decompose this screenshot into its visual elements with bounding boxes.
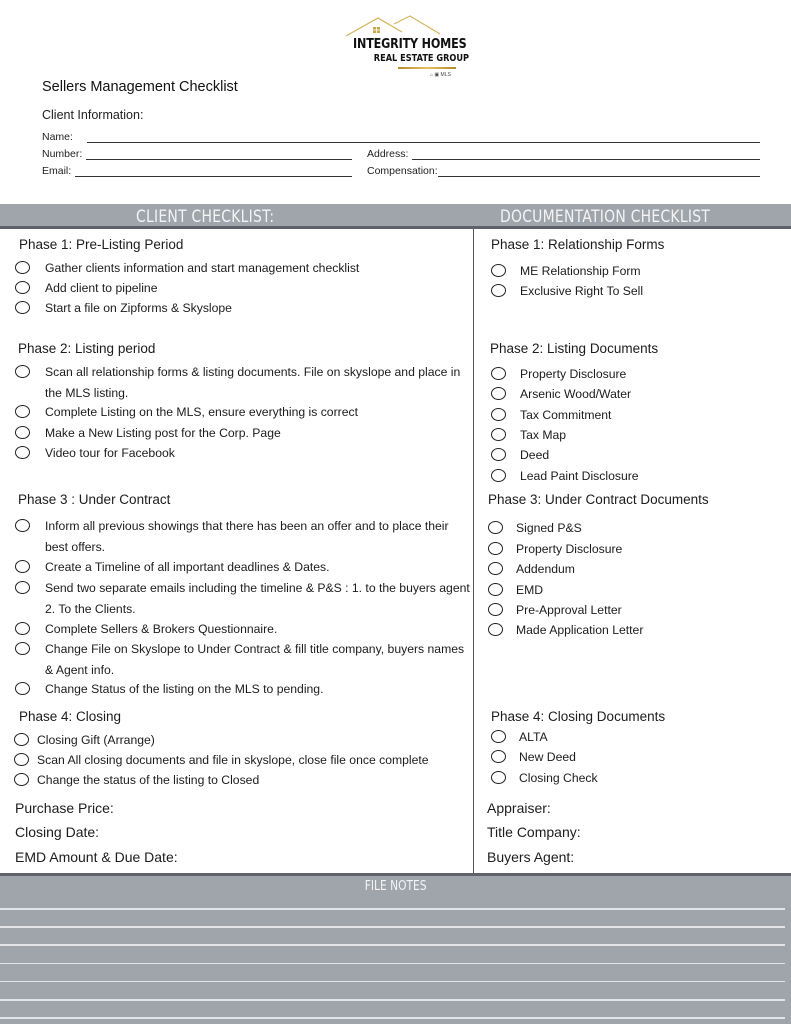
radio-checkbox[interactable] (15, 560, 30, 573)
checklist-item[interactable] (491, 727, 788, 748)
radio-checkbox[interactable] (15, 261, 30, 274)
checklist-item-label: Start a file on Zipforms & Skyslope (45, 301, 232, 315)
radio-checkbox[interactable] (491, 284, 506, 297)
checklist-item[interactable] (14, 770, 472, 791)
checklist-item-label: ME Relationship Form (520, 264, 641, 278)
checklist-item-label: Property Disclosure (520, 367, 627, 381)
documentation-checklist-heading: DOCUMENTATION CHECKLIST (500, 207, 711, 227)
note-line[interactable] (0, 963, 785, 965)
checklist-item[interactable] (488, 559, 788, 580)
radio-checkbox[interactable] (14, 773, 29, 786)
radio-checkbox[interactable] (488, 562, 503, 575)
checklist-item-label: Video tour for Facebook (45, 446, 175, 460)
email-label: Email: (42, 165, 72, 177)
checklist-item-label: Closing Check (519, 771, 598, 785)
radio-checkbox[interactable] (491, 469, 506, 482)
summary-field-label[interactable]: EMD Amount & Due Date: (15, 849, 178, 865)
checklist-item[interactable] (14, 730, 472, 751)
checklist-item[interactable] (15, 278, 472, 299)
radio-checkbox[interactable] (491, 750, 506, 763)
checklist-item-label: Tax Commitment (520, 408, 612, 422)
column-divider (473, 229, 474, 874)
email-line[interactable] (75, 167, 352, 177)
phase-heading: Phase 2: Listing period (18, 341, 156, 356)
checklist-item[interactable] (488, 518, 788, 539)
phase-heading: Phase 3: Under Contract Documents (488, 492, 709, 507)
summary-field-label[interactable]: Closing Date: (15, 824, 100, 840)
checklist-item-label: EMD (516, 583, 544, 597)
checklist-item[interactable] (488, 580, 788, 601)
checklist-item[interactable] (15, 578, 472, 619)
compensation-line[interactable] (438, 167, 760, 177)
radio-checkbox[interactable] (488, 521, 503, 534)
radio-checkbox[interactable] (488, 583, 503, 596)
phase-heading: Phase 1: Pre-Listing Period (19, 237, 184, 252)
radio-checkbox[interactable] (15, 581, 30, 594)
summary-field-label[interactable]: Purchase Price: (15, 800, 114, 816)
radio-checkbox[interactable] (15, 301, 30, 314)
checklist-header-bar (0, 204, 791, 229)
radio-checkbox[interactable] (491, 367, 506, 380)
radio-checkbox[interactable] (15, 682, 30, 695)
name-line[interactable] (87, 133, 760, 143)
equal-housing-mls-icons: ⌂ ▣ MLS (430, 72, 451, 78)
note-line[interactable] (0, 999, 785, 1001)
radio-checkbox[interactable] (491, 408, 506, 421)
company-logo (340, 14, 470, 84)
radio-checkbox[interactable] (491, 730, 506, 743)
compensation-label: Compensation: (367, 165, 438, 177)
checklist-item-label: Scan all relationship forms & listing documents. File on skyslope and place in the MLS listing. (45, 365, 461, 400)
checklist-item-label: Made Application Letter (516, 623, 644, 637)
checklist-item[interactable] (491, 281, 788, 302)
compensation-field[interactable] (367, 165, 760, 177)
checklist-item-label: Closing Gift (Arrange) (37, 733, 155, 747)
checklist-item[interactable] (491, 261, 788, 282)
name-field[interactable] (42, 131, 760, 143)
logo-line-1: INTEGRITY HOMES (353, 37, 467, 52)
checklist-item[interactable] (491, 384, 788, 405)
address-line[interactable] (412, 150, 760, 160)
checklist-item[interactable] (15, 423, 472, 444)
checklist-item[interactable] (488, 620, 788, 641)
radio-checkbox[interactable] (15, 281, 30, 294)
radio-checkbox[interactable] (15, 446, 30, 459)
phase-heading: Phase 3 : Under Contract (18, 492, 171, 507)
checklist-item-label: Complete Listing on the MLS, ensure everything is correct (45, 405, 358, 419)
checklist-item[interactable] (15, 362, 472, 403)
checklist-item[interactable] (491, 405, 788, 426)
email-field[interactable] (42, 165, 352, 177)
checklist-item-label: Tax Map (520, 428, 567, 442)
checklist-item[interactable] (15, 402, 472, 423)
client-checklist-heading: CLIENT CHECKLIST: (136, 207, 275, 227)
checklist-item-label: ALTA (519, 730, 548, 744)
checklist-item-label: Inform all previous showings that there has been an offer and to place their best offers. (45, 519, 449, 554)
note-line[interactable] (0, 944, 785, 946)
logo-line-2: REAL ESTATE GROUP (373, 53, 470, 64)
number-field[interactable] (42, 148, 352, 160)
checklist-item-label: Create a Timeline of all important deadlines & Dates. (45, 560, 330, 574)
checklist-item-label: Signed P&S (516, 521, 582, 535)
note-line[interactable] (0, 1017, 785, 1019)
checklist-item-label: Add client to pipeline (45, 281, 158, 295)
checklist-item-label: Deed (520, 448, 550, 462)
checklist-item[interactable] (14, 750, 472, 771)
number-label: Number: (42, 148, 83, 160)
radio-checkbox[interactable] (15, 365, 30, 378)
phase-heading: Phase 4: Closing Documents (491, 709, 666, 724)
checklist-item-label: Gather clients information and start management checklist (45, 261, 360, 275)
checklist-item[interactable] (488, 600, 788, 621)
checklist-item[interactable] (15, 557, 472, 578)
checklist-item[interactable] (488, 539, 788, 560)
checklist-item[interactable] (491, 768, 788, 789)
radio-checkbox[interactable] (15, 622, 30, 635)
radio-checkbox[interactable] (14, 753, 29, 766)
summary-field-label[interactable]: Appraiser: (487, 800, 551, 816)
checklist-item[interactable] (15, 443, 472, 464)
checklist-item-label: Change File on Skyslope to Under Contract & fill title company, buyers names & Agent info. (45, 642, 465, 677)
checklist-item-label: Exclusive Right To Sell (520, 284, 644, 298)
logo-underline (398, 67, 456, 69)
file-notes-heading: FILE NOTES (364, 879, 427, 894)
checklist-item[interactable] (15, 516, 472, 557)
checklist-item-label: Lead Paint Disclosure (520, 469, 639, 483)
note-line[interactable] (0, 926, 785, 928)
checklist-item[interactable] (491, 425, 788, 446)
radio-checkbox[interactable] (14, 733, 29, 746)
address-label: Address: (367, 148, 409, 160)
checklist-item[interactable] (15, 258, 472, 279)
checklist-item-label: Property Disclosure (516, 542, 623, 556)
note-line[interactable] (0, 908, 785, 910)
file-notes-section (0, 873, 791, 1024)
note-line[interactable] (0, 981, 785, 983)
radio-checkbox[interactable] (488, 603, 503, 616)
checklist-item-label: Send two separate emails including the timeline & P&S : 1. to the buyers agent 2. To the Clients. (45, 581, 470, 616)
checklist-item[interactable] (15, 298, 472, 319)
checklist-item-label: Arsenic Wood/Water (520, 387, 632, 401)
checklist-item[interactable] (491, 466, 788, 487)
checklist-item-label: Addendum (516, 562, 575, 576)
radio-checkbox[interactable] (488, 542, 503, 555)
document-title: Sellers Management Checklist (42, 79, 238, 95)
checklist-item-label: Complete Sellers & Brokers Questionnaire. (45, 622, 278, 636)
checklist-item-label: Pre-Approval Letter (516, 603, 622, 617)
summary-field-label[interactable]: Buyers Agent: (487, 849, 575, 865)
radio-checkbox[interactable] (491, 387, 506, 400)
phase-heading: Phase 2: Listing Documents (490, 341, 659, 356)
checklist-item-label: Scan All closing documents and file in skyslope, close file once complete (37, 753, 429, 767)
checklist-item[interactable] (491, 364, 788, 385)
radio-checkbox[interactable] (15, 642, 30, 655)
phase-heading: Phase 1: Relationship Forms (491, 237, 665, 252)
radio-checkbox[interactable] (488, 623, 503, 636)
radio-checkbox[interactable] (15, 519, 30, 532)
checklist-item-label: Change Status of the listing on the MLS to pending. (45, 682, 324, 696)
summary-field-label[interactable]: Title Company: (487, 824, 581, 840)
checklist-item[interactable] (15, 679, 472, 700)
address-field[interactable] (367, 148, 760, 160)
radio-checkbox[interactable] (15, 426, 30, 439)
checklist-item[interactable] (15, 619, 472, 640)
checklist-item-label: New Deed (519, 750, 576, 764)
radio-checkbox[interactable] (491, 448, 506, 461)
phase-heading: Phase 4: Closing (19, 709, 122, 724)
checklist-item[interactable] (491, 445, 788, 466)
number-line[interactable] (86, 150, 352, 160)
checklist-item[interactable] (491, 747, 788, 768)
radio-checkbox[interactable] (491, 428, 506, 441)
checklist-item[interactable] (15, 639, 472, 680)
radio-checkbox[interactable] (491, 264, 506, 277)
name-label: Name: (42, 131, 73, 143)
radio-checkbox[interactable] (15, 405, 30, 418)
checklist-item-label: Change the status of the listing to Closed (37, 773, 260, 787)
radio-checkbox[interactable] (491, 771, 506, 784)
checklist-item-label: Make a New Listing post for the Corp. Page (45, 426, 281, 440)
client-info-heading: Client Information: (42, 108, 144, 122)
